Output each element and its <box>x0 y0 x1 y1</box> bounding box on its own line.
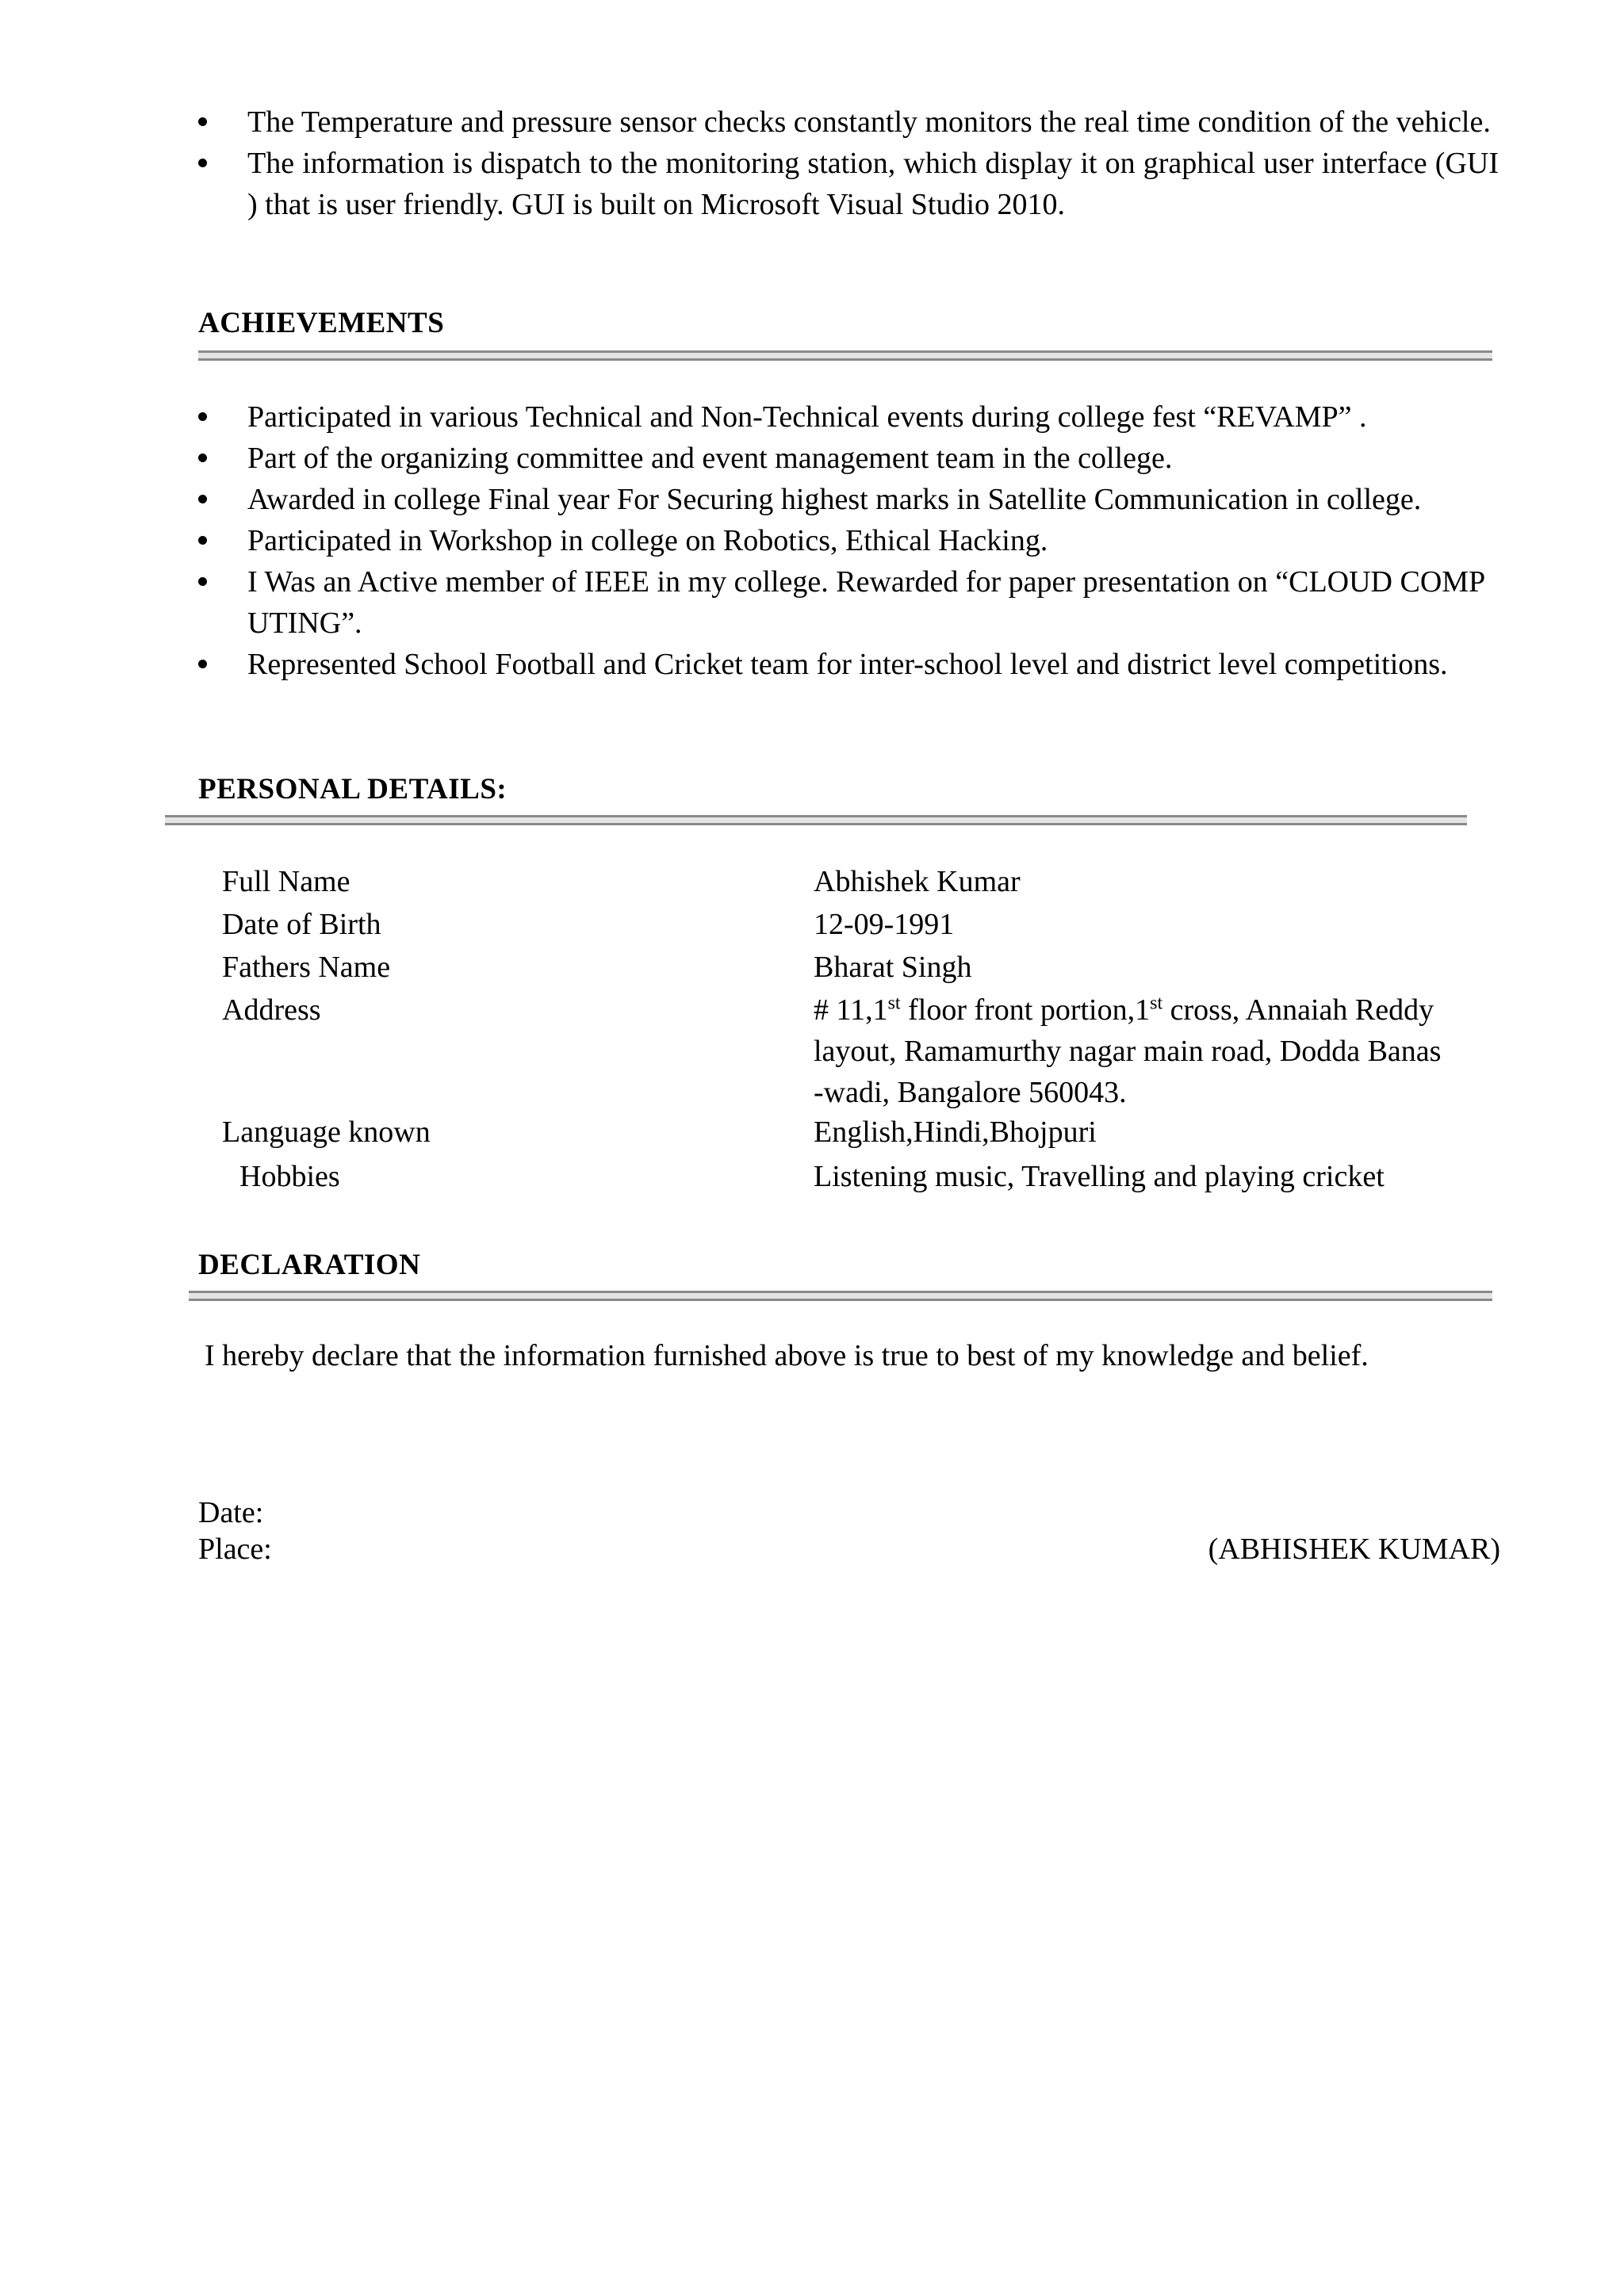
project-bullet-list <box>198 101 1499 225</box>
address-line-1 <box>814 989 1488 1031</box>
list-item <box>198 520 1499 561</box>
dob-value: 12-09-1991 <box>814 908 955 941</box>
achievements-list <box>198 396 1499 685</box>
ordinal-suffix: st <box>887 993 901 1014</box>
ordinal-suffix: st <box>1150 993 1163 1014</box>
bullet-icon <box>198 536 207 545</box>
list-item <box>198 143 1499 225</box>
personal-details-table <box>0 861 1624 1210</box>
language-label: Language known <box>222 1115 431 1149</box>
list-item-text: I Was an Active member of IEEE in my college. Rewarded for paper presentation on “CLOUD COMP UTING”. <box>247 565 1484 640</box>
declaration-heading: DECLARATION <box>198 1249 421 1281</box>
father-name-label: Fathers Name <box>222 951 391 984</box>
bullet-icon <box>198 660 207 668</box>
list-item <box>198 644 1499 685</box>
address-part: floor front portion,1 <box>900 993 1151 1027</box>
list-item-text: Represented School Football and Cricket team for inter-school level and district level competitions. <box>247 648 1448 681</box>
address-value <box>814 989 1488 1113</box>
personal-details-heading: PERSONAL DETAILS: <box>198 773 508 806</box>
achievements-divider <box>198 350 1492 361</box>
bullet-icon <box>198 159 207 167</box>
list-item-text: Participated in various Technical and Non-Technical events during college fest “REVAMP” . <box>247 400 1367 434</box>
address-part: cross, Annaiah Reddy <box>1162 993 1434 1027</box>
list-item-text: Part of the organizing committee and event management team in the college. <box>247 442 1173 475</box>
dob-label: Date of Birth <box>222 908 381 941</box>
personal-details-divider <box>165 815 1467 825</box>
full-name-value: Abhishek Kumar <box>814 865 1021 898</box>
declaration-divider <box>189 1291 1492 1301</box>
hobbies-label: Hobbies <box>239 1160 340 1193</box>
list-item-text: Awarded in college Final year For Securing highest marks in Satellite Communication in college. <box>247 483 1422 516</box>
list-item <box>198 101 1499 143</box>
father-name-value: Bharat Singh <box>814 951 972 984</box>
list-item <box>198 479 1499 520</box>
full-name-label: Full Name <box>222 865 350 898</box>
list-item-text: The information is dispatch to the monitoring station, which display it on graphical user interface (GUI ) that is user friendly. GUI is built on Microsoft Visual Studio 2010. <box>247 147 1499 221</box>
signature-name: (ABHISHEK KUMAR) <box>1208 1533 1500 1566</box>
place-label: Place: <box>198 1533 272 1566</box>
address-part: # 11,1 <box>814 993 888 1027</box>
address-line-2: layout, Ramamurthy nagar main road, Dodda Banas <box>814 1035 1442 1068</box>
bullet-icon <box>198 453 207 462</box>
bullet-icon <box>198 117 207 126</box>
list-item-text: Participated in Workshop in college on Robotics, Ethical Hacking. <box>247 524 1048 557</box>
list-item <box>198 396 1499 438</box>
bullet-icon <box>198 577 207 586</box>
achievements-heading: ACHIEVEMENTS <box>198 307 445 339</box>
address-label: Address <box>222 993 321 1027</box>
bullet-icon <box>198 495 207 503</box>
list-item <box>198 438 1499 479</box>
hobbies-value: Listening music, Travelling and playing cricket <box>814 1160 1385 1193</box>
list-item <box>198 561 1499 644</box>
bullet-icon <box>198 412 207 421</box>
language-value: English,Hindi,Bhojpuri <box>814 1115 1097 1149</box>
address-line-3: -wadi, Bangalore 560043. <box>814 1076 1127 1109</box>
list-item-text: The Temperature and pressure sensor checks constantly monitors the real time condition of the vehicle. <box>247 105 1491 139</box>
date-label: Date: <box>198 1496 264 1529</box>
declaration-text: I hereby declare that the information furnished above is true to best of my knowledge and belief. <box>205 1339 1369 1372</box>
